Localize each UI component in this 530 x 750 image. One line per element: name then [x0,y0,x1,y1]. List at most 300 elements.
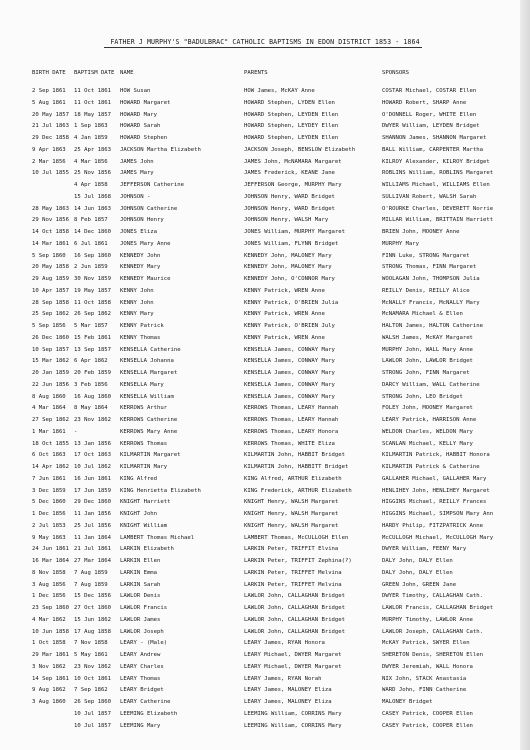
name-cell: LEEMING Mary [120,722,161,729]
name-cell: JEFFERSON Catherine [120,182,184,188]
baptism-date-cell: 7 Aug 1859 [74,581,108,588]
parents-cell: KING Frederick, ARTHUR Elizabeth [244,487,352,494]
page-edge-shadow [520,0,530,750]
parents-cell: KNIGHT Henry, WALSH Margaret [244,522,339,529]
parents-cell: HOWARD Stephen, LEYDEN Ellen [244,111,339,118]
record-row [0,650,530,662]
baptism-date-cell: 5 May 1861 [74,652,108,658]
birth-date-cell: 10 Jun 1858 [32,628,70,635]
record-row [0,204,530,216]
parents-cell: JOHNSON Henry, WALSH Mary [244,217,329,224]
baptism-date-cell: 23 Nov 1862 [74,417,112,423]
sponsors-cell: DARCY William, WALL Catherine [382,381,480,388]
sponsors-cell: MILLAR William, BRITTAIN Harriett [382,217,494,224]
page-title: FATHER J MURPHY'S "BADULBRAC" CATHOLIC BAPTISMS IN EDON DISTRICT 1853 - 1864 [110,38,420,46]
sponsors-cell: MALONEY Bridget [382,699,433,705]
baptism-date-cell: 14 Dec 1860 [74,229,112,235]
record-row [0,627,530,639]
sponsors-cell: KILMARTIN Patrick & Catherine [382,464,480,470]
header-sponsors: SPONSORS [382,70,409,76]
birth-date-cell: 14 Mar 1861 [32,240,70,247]
sponsors-cell: SHERETON Denis, SHERETON Ellen [382,652,484,658]
parents-cell: KENNY Patrick, WREN Anne [244,311,325,318]
baptism-date-cell: 17 Oct 1863 [74,452,112,459]
parents-cell: HOWARD Stephen, LYDEN Ellen [244,99,335,106]
parents-cell: KENNY Patrick, WREN Anne [244,334,325,341]
birth-date-cell: 23 Sep 1860 [32,605,70,611]
sponsors-cell: BALL William, CARPENTER Martha [382,146,484,153]
record-row [0,450,530,462]
record-row [0,286,530,298]
baptism-date-cell: 3 Feb 1856 [74,381,108,388]
header-name: NAME [120,70,134,76]
name-cell: LEARY Andrew [120,652,161,658]
parents-cell: KILMARTIN John, HABBITT Bridget [244,464,349,470]
record-row [0,509,530,521]
parents-cell: KERROWS Thomas, WHITE Eliza [244,440,335,447]
name-cell: LARKIN Emma [120,569,158,576]
sponsors-cell: HIGGINS Michael, SIMPSON Mary Ann [382,511,494,517]
record-row [0,533,530,545]
parents-cell: KING Alfred, ARTHUR Elizabeth [244,475,342,482]
birth-date-cell: 2 Mar 1856 [32,158,66,165]
birth-date-cell: 9 Apr 1863 [32,146,66,153]
birth-date-cell: 8 Nov 1858 [32,569,66,576]
name-cell: JOHNSON - [120,193,151,200]
birth-date-cell: 2 Jul 1853 [32,522,66,529]
parents-cell: LEEMING William, CORRINS Mary [244,710,342,717]
record-row [0,721,530,733]
record-row [0,497,530,509]
parents-cell: JACKSON Joseph, BENSLOW Elizabeth [244,146,356,153]
birth-date-cell: 29 Mar 1861 [32,652,70,658]
birth-date-cell: 4 Mar 1864 [32,405,66,412]
baptism-date-cell: 27 Mar 1864 [74,558,112,564]
record-row [0,439,530,451]
parents-cell: LAWLOR John, CALLAGHAN Bridget [244,605,346,611]
name-cell: KENSELLA Catherine [120,346,181,353]
record-row [0,380,530,392]
name-cell: KENNY Thomas [120,334,161,341]
birth-date-cell: 20 May 1857 [32,111,70,118]
parents-cell: KENNEDY John, MALONEY Mary [244,264,332,271]
header-parents: PARENTS [244,70,268,76]
birth-date-cell: 9 Aug 1862 [32,687,66,694]
birth-date-cell: 18 Oct 1855 [32,440,70,447]
sponsors-cell: O'DONNELL Roger, WHITE Ellen [382,111,477,118]
birth-date-cell: 1 Dec 1856 [32,511,66,517]
birth-date-cell: 1 Dec 1856 [32,593,66,600]
sponsors-cell: LAWLOR Francis, CALLAGHAN Bridget [382,605,494,611]
parents-cell: HOWARD Stephen, LEYDEN Ellen [244,135,339,141]
birth-date-cell: 10 Apr 1857 [32,287,70,294]
record-row [0,556,530,568]
parents-cell: KENSELLA James, CONWAY Mary [244,381,335,388]
birth-date-cell: 28 Sep 1858 [32,299,70,306]
name-cell: LAWLOR James [120,616,161,623]
name-cell: KNIGHT William [120,522,168,529]
sponsors-cell: GALLAHER Michael, GALLAHER Mary [382,475,487,482]
name-cell: LAWLOR Joseph [120,628,164,635]
record-row [0,215,530,227]
baptism-date-cell: 11 Oct 1861 [74,99,112,106]
baptism-date-cell: 21 Jul 1861 [74,546,112,553]
sponsors-cell: LEARY Patrick, HARRISON Anne [382,417,477,423]
name-cell: KENSELLA William [120,393,174,400]
sponsors-cell: HENLIHEY John, HENLIHEY Margaret [382,487,490,494]
sponsors-cell: DWYER Jeremiah, WALL Honora [382,663,473,670]
birth-date-cell: 3 Nov 1862 [32,663,66,670]
record-row [0,674,530,686]
column-header-row [0,70,530,80]
baptism-date-cell: 6 Apr 1862 [74,358,108,365]
name-cell: LEARY Bridget [120,687,164,694]
birth-date-cell: 4 Mar 1862 [32,616,66,623]
name-cell: HOW Susan [120,88,151,94]
birth-date-cell: 2 Sep 1861 [32,88,66,94]
parents-cell: LEARY James, RYAN Norah [244,675,322,682]
header-baptism-date: BAPTISM DATE [74,70,115,76]
sponsors-cell: WARD John, FINN Catherine [382,687,467,694]
record-row [0,333,530,345]
parents-cell: LEEMING William, CORRINS Mary [244,722,342,729]
baptism-date-cell: 15 Jun 1862 [74,616,112,623]
baptism-date-cell: 30 Nov 1859 [74,276,112,282]
name-cell: KENNEDY Maurice [120,276,171,282]
baptism-records-list [0,86,530,732]
sponsors-cell: DWYER William, LEYDEN Bridget [382,123,480,130]
record-row [0,591,530,603]
baptism-date-cell: 20 Feb 1859 [74,370,112,376]
name-cell: KNIGHT Harriett [120,499,171,506]
sponsors-cell: MURPHY Timothy, LAWLOR Anne [382,616,473,623]
parents-cell: KENSELLA James, CONWAY Mary [244,346,335,353]
name-cell: KERROWS Catherine [120,417,178,423]
sponsors-cell: McNALLY Francis, McNALLY Mary [382,299,480,306]
sponsors-cell: WILLIAMS Michael, WILLIAMS Ellen [382,182,490,188]
baptism-date-cell: 17 Jun 1859 [74,487,112,494]
birth-date-cell: 3 Aug 1860 [32,699,66,705]
name-cell: KENNY Patrick [120,323,164,329]
sponsors-cell: HARDY Philip, FITZPATRICK Anne [382,522,484,529]
sponsors-cell: DALY John, DALY Ellen [382,569,453,576]
sponsors-cell: BRIEN John, MOONEY Anne [382,229,460,235]
name-cell: KENNY John [120,299,154,306]
baptism-date-cell: 10 Jul 1862 [74,464,112,470]
record-row [0,274,530,286]
parents-cell: LAWLOR John, CALLAGHAN Bridget [244,616,346,623]
name-cell: KILMARTIN Margaret [120,452,181,459]
record-row [0,262,530,274]
header-birth-date: BIRTH DATE [32,70,66,76]
birth-date-cell: 25 Sep 1862 [32,311,70,318]
sponsors-cell: COSTAR Michael, COSTAR Ellen [382,88,477,94]
birth-date-cell: 29 Dec 1858 [32,135,70,141]
name-cell: KENSELLA Margaret [120,370,178,376]
sponsors-cell: DALY John, DALY Ellen [382,558,453,564]
record-row [0,239,530,251]
parents-cell: KILMARTIN John, HABBIT Bridget [244,452,346,459]
parents-cell: HOW James, McKAY Anne [244,88,315,94]
baptism-date-cell: 8 May 1864 [74,405,108,412]
baptism-date-cell: 23 Nov 1862 [74,663,112,670]
parents-cell: JONES William, FLYNN Bridget [244,240,339,247]
record-row [0,521,530,533]
birth-date-cell: 5 Sep 1860 [32,252,66,259]
sponsors-cell: FOLEY John, MOONEY Margaret [382,405,473,412]
record-row [0,615,530,627]
sponsors-cell: CASEY Patrick, COOPER Ellen [382,710,473,717]
record-row [0,544,530,556]
baptism-date-cell: 25 Nov 1856 [74,170,112,177]
sponsors-cell: KILROY Alexander, KILROY Bridget [382,158,490,165]
record-row [0,192,530,204]
sponsors-cell: STRONG John, LEO Bridget [382,393,463,400]
parents-cell: KNIGHT Henry, WALSH Margaret [244,511,339,517]
baptism-date-cell: 13 Sep 1857 [74,346,112,353]
birth-date-cell: 5 Dec 1860 [32,499,66,506]
sponsors-cell: LAWLOR Joseph, CALLAGHAN Cath. [382,628,484,635]
birth-date-cell: 14 Oct 1858 [32,229,70,235]
name-cell: KENNEDY John [120,252,161,259]
parents-cell: LARKIN Peter, TRIFFET Melvina [244,581,342,588]
baptism-date-cell: 26 Sep 1862 [74,311,112,318]
baptism-date-cell: 18 May 1857 [74,111,112,118]
birth-date-cell: 20 May 1858 [32,264,70,271]
parents-cell: LARKIN Peter, TRIFFIT Zephina(?) [244,558,352,564]
birth-date-cell: 9 May 1863 [32,534,66,541]
record-row [0,415,530,427]
name-cell: KNIGHT John [120,511,158,517]
record-row [0,251,530,263]
baptism-date-cell: 15 Dec 1856 [74,593,112,600]
baptism-date-cell: 4 Mar 1856 [74,158,108,165]
birth-date-cell: 10 Sep 1857 [32,346,70,353]
parents-cell: HOWARD Stephen, LEYDEY Ellen [244,123,339,130]
name-cell: LARKIN Ellen [120,558,161,564]
record-row [0,697,530,709]
baptism-date-cell: 1 Sep 1863 [74,123,108,130]
birth-date-cell: 6 Oct 1863 [32,452,66,459]
record-row [0,321,530,333]
baptism-date-cell: 4 Apr 1858 [74,182,108,188]
name-cell: JONES Eliza [120,229,158,235]
name-cell: LAWLOR Francis [120,605,168,611]
name-cell: KERROWS Thomas [120,440,168,447]
baptism-date-cell: 13 Jan 1856 [74,440,112,447]
birth-date-cell: 14 Apr 1862 [32,464,70,470]
record-row [0,227,530,239]
parents-cell: KNIGHT Henry, WALSH Margaret [244,499,339,506]
record-row [0,427,530,439]
name-cell: KENNY John [120,287,154,294]
record-row [0,638,530,650]
birth-date-cell: 7 Jun 1861 [32,475,66,482]
name-cell: JAMES John [120,158,154,165]
parents-cell: JAMES Frederick, KEANE Jane [244,170,335,177]
name-cell: JACKSON Martha Elizabeth [120,146,201,153]
parents-cell: JAMES John, McNAMARA Margaret [244,158,342,165]
record-row [0,486,530,498]
record-row [0,133,530,145]
birth-date-cell: 15 Mar 1862 [32,358,70,365]
name-cell: JAMES Mary [120,170,154,177]
parents-cell: LEARY Michael, DWYER Margaret [244,663,342,670]
sponsors-cell: HALTON James, HALTON Catherine [382,323,484,329]
sponsors-cell: REILLY Denis, REILLY Alice [382,287,470,294]
birth-date-cell: 29 Nov 1856 [32,217,70,224]
record-row [0,121,530,133]
baptism-date-cell: 2 Jun 1859 [74,264,108,271]
parents-cell: LAMBERT Thomas, McCULLOGH Ellen [244,534,349,541]
sponsors-cell: GREEN John, GREEN Jane [382,581,457,588]
name-cell: KERROWS Mary Anne [120,428,178,435]
baptism-date-cell: 19 May 1857 [74,287,112,294]
name-cell: HOWARD Mary [120,111,158,118]
name-cell: JOHNSON Henry [120,217,164,224]
name-cell: LEEMING Elizabeth [120,710,178,717]
record-row [0,180,530,192]
birth-date-cell: 5 Aug 1861 [32,99,66,106]
sponsors-cell: MURPHY John, WALL Mary Anne [382,346,473,353]
parents-cell: KENNY Patrick, WREN Anne [244,287,325,294]
parents-cell: LEARY Michael, DWYER Margaret [244,652,342,658]
sponsors-cell: DWYER Timothy, CALLAGHAN Cath. [382,593,484,600]
baptism-date-cell: 7 Sep 1862 [74,687,108,694]
name-cell: LEARY Catherine [120,699,171,705]
birth-date-cell: 10 Jul 1855 [32,170,70,177]
name-cell: KING Henrietta Elizabeth [120,487,201,494]
record-row [0,368,530,380]
sponsors-cell: MURPHY Mary [382,240,420,247]
baptism-date-cell: 7 Nov 1858 [74,640,108,647]
baptism-date-cell: - [74,428,78,435]
baptism-date-cell: 7 Aug 1859 [74,569,108,576]
sponsors-cell: WELDON Charles, WELDON Mary [382,428,473,435]
sponsors-cell: McNAMARA Michael & Ellen [382,311,463,318]
record-row [0,462,530,474]
baptism-date-cell: 15 Feb 1861 [74,334,112,341]
parents-cell: KENNY Patrick, O'BRIEN July [244,323,335,329]
sponsors-cell: HIGGINS Michael, REILLY Frances [382,499,487,506]
baptism-date-cell: 11 Oct 1861 [74,88,112,94]
parents-cell: KENSELLA James, CONWAY Mary [244,393,335,400]
baptism-date-cell: 15 Jul 1868 [74,193,112,200]
parents-cell: LEARY James, MALONEY Eliza [244,687,332,694]
record-row [0,110,530,122]
baptism-date-cell: 27 Oct 1860 [74,605,112,611]
baptism-date-cell: 11 Jan 1864 [74,534,112,541]
parents-cell: LEARY James, MALONEY Eliza [244,699,332,705]
record-row [0,685,530,697]
name-cell: KILMARTIN Mary [120,464,168,470]
baptism-date-cell: 11 Jan 1856 [74,511,112,517]
parents-cell: KENSELLA James, CONWAY Mary [244,370,335,376]
sponsors-cell: FINN Luke, STRONG Margaret [382,252,470,259]
birth-date-cell: 22 Jun 1856 [32,381,70,388]
name-cell: KENSELLA Johanna [120,358,174,365]
record-row [0,345,530,357]
record-row [0,168,530,180]
parents-cell: KENNEDY John, MALONEY Mary [244,252,332,259]
baptism-date-cell: 16 Aug 1860 [74,393,112,400]
name-cell: HOWARD Sarah [120,123,161,130]
parents-cell: KENNY Patrick, O'BRIEN Julia [244,299,339,306]
parents-cell: LARKIN Peter, TRIFFIT Elvina [244,546,339,553]
record-row [0,145,530,157]
parents-cell: KERROWS Thomas, LEARY Honora [244,428,339,435]
sponsors-cell: STRONG Thomas, FINN Margaret [382,264,477,271]
baptism-date-cell: 6 Jul 1861 [74,240,108,247]
name-cell: KENNY Mary [120,311,154,318]
sponsors-cell: LAWLOR John, LAWLOR Bridget [382,358,473,365]
birth-date-cell: 1 Mar 1861 [32,428,66,435]
parents-cell: LARKIN Peter, TRIFFET Melvina [244,569,342,576]
parents-cell: KENNEDY John, O'CONNOR Mary [244,276,335,282]
baptism-date-cell: 8 Feb 1857 [74,217,108,224]
sponsors-cell: NIX John, STACK Anastasia [382,675,467,682]
sponsors-cell: DWYER William, FEENY Mary [382,546,467,553]
birth-date-cell: 3 Dec 1859 [32,487,66,494]
baptism-date-cell: 25 Apr 1863 [74,146,112,153]
birth-date-cell: 5 Sep 1856 [32,323,66,329]
baptism-date-cell: 25 Jul 1856 [74,522,112,529]
record-row [0,403,530,415]
sponsors-cell: STRONG John, FINN Margaret [382,370,470,376]
name-cell: LARKIN Sarah [120,581,161,588]
baptism-date-cell: 26 Sep 1860 [74,699,112,705]
baptism-date-cell: 14 Jun 1863 [74,205,112,212]
name-cell: KENNEDY Mary [120,264,161,271]
name-cell: HOWARD Margaret [120,99,171,106]
parents-cell: LAWLOR John, CALLAGHAN Bridget [244,593,346,600]
baptism-date-cell: 16 Jun 1861 [74,475,112,482]
parents-cell: JEFFERSON George, MURPHY Mary [244,182,342,188]
sponsors-cell: KILMARTIN Patrick, HABBIT Honora [382,452,490,459]
sponsors-cell: SULLIVAN Robert, WALSH Sarah [382,193,477,200]
name-cell: LAMBERT Thomas Michael [120,534,195,541]
record-row [0,709,530,721]
baptism-date-cell: 10 Jul 1857 [74,710,112,717]
baptism-date-cell: 10 Jul 1857 [74,722,112,729]
birth-date-cell: 16 Mar 1864 [32,558,70,564]
record-row [0,157,530,169]
name-cell: HOWARD Stephen [120,135,168,141]
record-row [0,86,530,98]
baptism-date-cell: 29 Dec 1860 [74,499,112,506]
birth-date-cell: 20 Jan 1859 [32,370,70,376]
parents-cell: KERROWS Thomas, LEARY Hannah [244,405,339,412]
record-row [0,309,530,321]
parents-cell: JOHNSON Henry, WARD Bridget [244,205,335,212]
baptism-date-cell: 4 Jan 1859 [74,135,108,141]
title-underline [104,47,422,48]
name-cell: JOHNSON Catherine [120,205,178,212]
name-cell: KENSELLA Mary [120,381,164,388]
record-row [0,568,530,580]
birth-date-cell: 28 May 1863 [32,205,70,212]
parents-cell: JOHNSON Henry, WARD Bridget [244,193,335,200]
record-row [0,392,530,404]
name-cell: LEARY Thomas [120,675,161,682]
name-cell: KERROWS Arthur [120,405,168,412]
baptism-date-cell: 17 Aug 1858 [74,628,112,635]
birth-date-cell: 24 Jun 1861 [32,546,70,553]
baptism-date-cell: 10 Oct 1861 [74,675,112,682]
record-row [0,356,530,368]
sponsors-cell: O'ROURKE Charles, DEVERETT Norrie [382,205,494,212]
record-row [0,603,530,615]
